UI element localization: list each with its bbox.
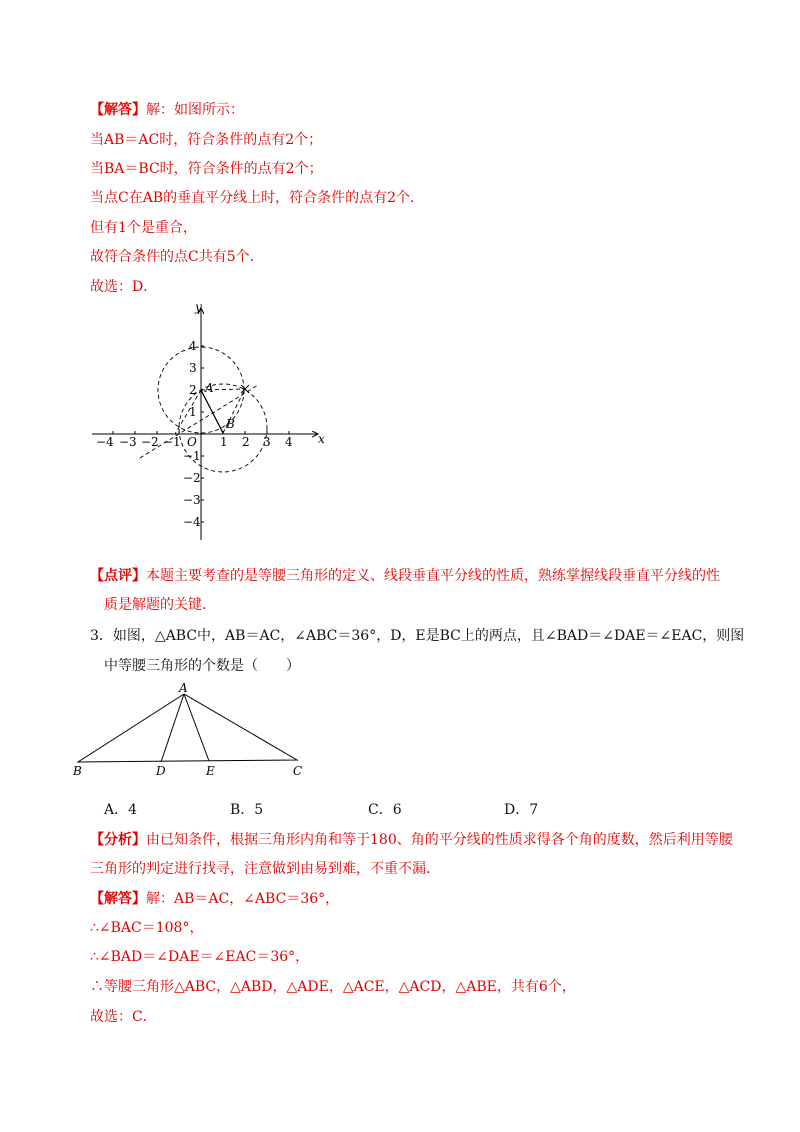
analysis-line-1 [90,830,733,850]
intersection-mark [241,385,249,393]
triangle-figure [70,678,310,778]
vertex-D-label: D [156,764,166,778]
option-d-value: 7 [529,802,539,818]
vertex-A-label: A [179,681,188,695]
x-tick-neg3: −3 [119,435,137,449]
comment-label: 【点评】 [90,568,146,584]
comment-text-1: 本题主要考查的是等腰三角形的定义、线段垂直平分线的性质，熟练掌握线段垂直平分线的性 [146,568,720,584]
solution-1-header [90,100,244,120]
option-a-value: 4 [128,802,138,818]
option-a-letter: A． [104,802,129,818]
x-tick-3: 3 [263,435,271,449]
vertex-C-label: C [293,764,303,778]
solution-3-line-3: ∴等腰三角形△ABC，△ABD，△ADE，△ACE，△ACD，△ABE，共有6个， [90,979,576,995]
dashed-A-left [175,390,201,434]
option-d-letter: D． [504,802,530,818]
vertex-E-label: E [206,764,215,778]
question-3-line-1 [90,626,744,646]
point-B-label: B [226,417,235,431]
y-tick-neg4: −4 [183,515,201,529]
solution-3-line-2: ∴∠BAD＝∠DAE＝∠EAC＝36°， [90,949,310,965]
y-axis-label: y [195,300,202,314]
y-tick-4: 4 [189,339,197,353]
origin-label: O [187,435,197,449]
option-b[interactable] [230,800,263,820]
y-tick-neg3: −3 [183,493,201,507]
solution-1-line-3: 当点C在AB的垂直平分线上时，符合条件的点有2个． [90,190,425,206]
comment-1-line-1 [90,566,720,586]
x-tick-4: 4 [285,435,293,449]
option-c-letter: C． [368,802,393,818]
solution-3-label: 【解答】 [90,891,146,907]
question-text-2: 中等腰三角形的个数是（ ） [104,658,300,674]
comment-text-2: 质是解题的关键． [104,597,216,613]
option-c[interactable] [368,800,402,820]
solution-3-line-1: ∴∠BAC＝108°， [90,920,204,936]
solution-1-line-2: 当BA＝BC时，符合条件的点有2个； [90,161,323,177]
y-tick-1: 1 [189,405,197,419]
analysis-text-1: 由已知条件，根据三角形内角和等于180、角的平分线的性质求得各个角的度数，然后利用等腰 [146,832,733,848]
x-tick-2: 2 [242,435,250,449]
x-tick-neg2: −2 [141,435,159,449]
option-d[interactable] [504,800,538,820]
analysis-text-2: 三角形的判定进行找寻，注意做到由易到难，不重不漏． [90,861,440,877]
solution-3-header [90,889,339,909]
point-A-label: A [205,381,214,395]
solution-1-line-5: 故符合条件的点C共有5个． [90,249,264,265]
solution-label: 【解答】 [90,102,146,118]
y-tick-3: 3 [189,361,197,375]
y-tick-2: 2 [189,383,197,397]
analysis-label: 【分析】 [90,832,146,848]
option-b-letter: B． [230,802,255,818]
solution-1-choice: 故选：D． [90,279,158,295]
question-number: 3． [90,628,113,644]
question-text-1: 如图，△ABC中，AB＝AC，∠ABC＝36°，D，E是BC上的两点，且∠BAD＝∠DAE＝∠EAC，则图 [112,628,745,644]
y-tick-neg2: −2 [183,471,201,485]
coordinate-figure [88,298,338,543]
x-tick-neg4: −4 [96,435,114,449]
segment-AE [184,694,209,761]
y-tick-neg1: −1 [183,449,201,463]
x-tick-1: 1 [220,435,228,449]
option-c-value: 6 [392,802,402,818]
segment-AB [201,390,223,433]
x-axis-label: x [318,432,325,446]
segment-AD [161,694,184,762]
option-a[interactable] [104,800,137,820]
option-b-value: 5 [254,802,264,818]
x-tick-neg1: −1 [163,435,181,449]
solution-3-intro: 解：AB＝AC，∠ABC＝36°， [146,891,340,907]
solution-1-line-4: 但有1个是重合， [90,220,197,236]
solution-1-line-1: 当AB＝AC时，符合条件的点有2个； [90,132,323,148]
solution-3-line-4: 故选：C． [90,1009,157,1025]
vertex-B-label: B [73,764,82,778]
solution-intro: 解：如图所示： [146,102,244,118]
